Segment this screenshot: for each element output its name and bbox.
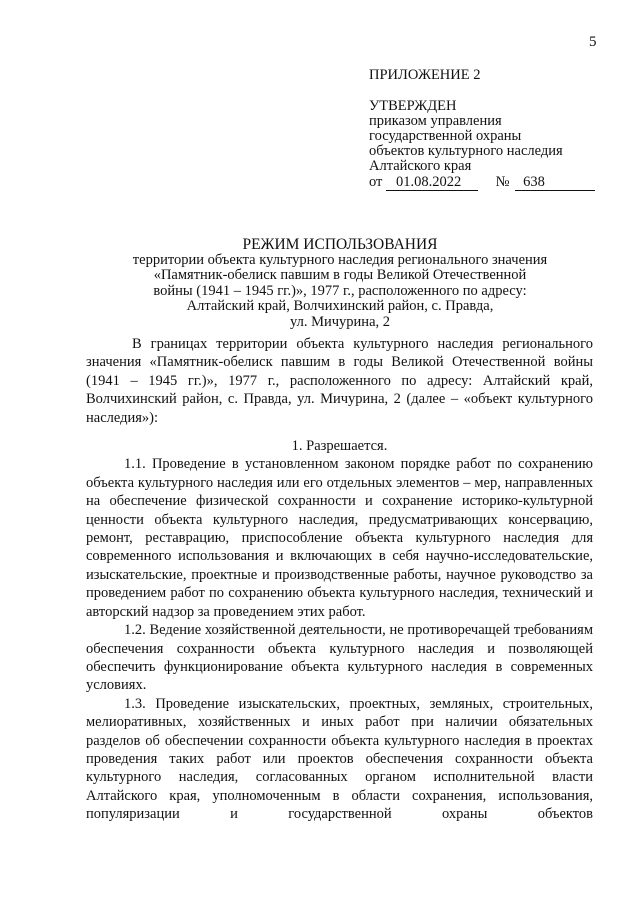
order-date-number bbox=[369, 175, 609, 191]
list-item: 1.3. Проведение изыскательских, проектных, земляных, строительных, мелиоративных, хозяйственных и иных работ при наличии обязательных разделов об обеспечении сохранности объекта культурного наследия в проектах проведения таких работ или проектов обеспечения сохранности объекта культурного наследия, согласованных органом исполнительной власти Алтайского края, уполномоченным в области сохранения, использования, популяризации и государственной охраны объектов bbox=[86, 695, 593, 823]
annex-label: ПРИЛОЖЕНИЕ 2 bbox=[369, 67, 481, 83]
document-body bbox=[86, 335, 593, 824]
list-item: 1.1. Проведение в установленном законом порядке работ по сохранению объекта культурного наследия или его отдельных элементов – мер, направленных на обеспечение физической сохранности и сохранение историко-культурной ценности объекта культурного наследия, предусматривающих консервацию, ремонт, реставрацию, приспособление объекта культурного наследия для современного использования и включающих в себя научно-исследовательские, изыскательские, проектные и производственные работы, научное руководство за проведением работ по сохранению объекта культурного наследия, технический и авторский надзор за проведением этих работ. bbox=[86, 456, 593, 620]
title-line: Алтайский край, Волчихинский район, с. Правда, bbox=[186, 298, 494, 314]
approval-line: государственной охраны bbox=[369, 128, 522, 144]
order-number: 638 bbox=[515, 175, 595, 191]
approval-line: Алтайского края bbox=[369, 158, 472, 174]
order-date: 01.08.2022 bbox=[386, 175, 478, 191]
approved-label: УТВЕРЖДЕН bbox=[369, 98, 457, 114]
approval-line: приказом управления bbox=[369, 113, 502, 129]
date-prefix: от bbox=[369, 174, 383, 190]
page-number: 5 bbox=[589, 34, 597, 50]
title-line: ул. Мичурина, 2 bbox=[290, 313, 390, 330]
number-sign: № bbox=[495, 174, 510, 190]
title-line: «Памятник-обелиск павшим в годы Великой Отечественной bbox=[153, 267, 527, 283]
approval-block bbox=[369, 68, 609, 191]
title-main: РЕЖИМ ИСПОЛЬЗОВАНИЯ bbox=[242, 236, 438, 253]
approval-line: объектов культурного наследия bbox=[369, 143, 563, 159]
title-line: войны (1941 – 1945 гг.)», 1977 г., расположенного по адресу: bbox=[153, 282, 527, 299]
intro-paragraph: В границах территории объекта культурного наследия регионального значения «Памятник-обелиск павшим в годы Великой Отечественной войны (1941 – 1945 гг.)», 1977 г., расположенного по адресу: Алтайский край, Волчихинский район, с. Правда, ул. Мичурина, 2 (далее – «объект культурного наследия»): bbox=[86, 336, 593, 426]
title-line: территории объекта культурного наследия регионального значения bbox=[132, 251, 548, 268]
document-title bbox=[70, 237, 610, 330]
list-item: 1.2. Ведение хозяйственной деятельности, не противоречащей требованиям обеспечения сохранности объекта культурного наследия и позволяющей обеспечить функционирование объекта культурного наследия в современных условиях. bbox=[86, 622, 593, 694]
section-heading: 1. Разрешается. bbox=[291, 438, 388, 455]
